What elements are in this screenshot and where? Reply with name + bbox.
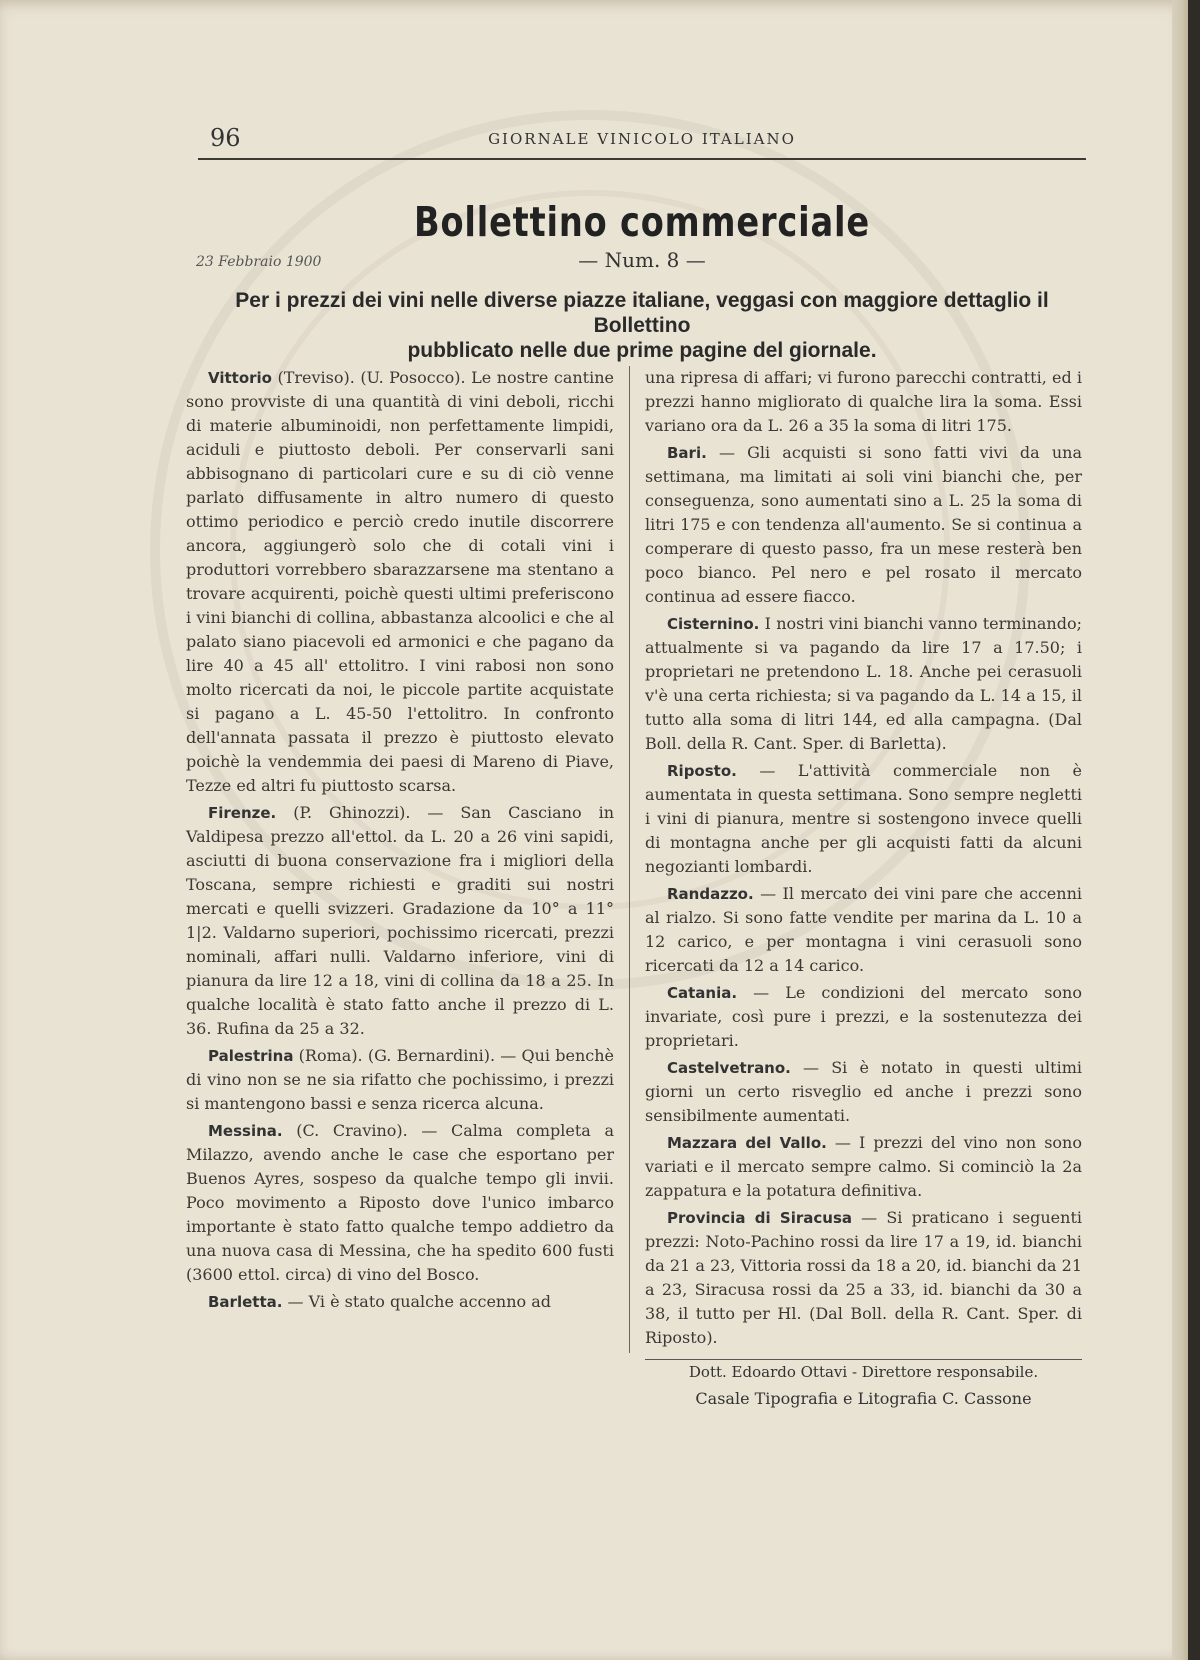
report-text: — Gli acquisti si sono fatti vivi da una settimana, ma limitati ai soli vini bianchi che, per conseguenza, sono aumentati sino a L. 25 la soma di litri 175 e con tendenza all'aumento. Se si continua a comperare di questo passo, fra un mese resterà ben poco bianco. Pel nero e pel rosato il mercato continua ad essere fiacco. (645, 443, 1082, 606)
page-edge (1172, 0, 1188, 1660)
place-name: Firenze. (208, 804, 277, 822)
place-name: Vittorio (208, 369, 272, 387)
report-text: — L'attività commerciale non è aumentata in questa settimana. Sono sempre negletti i vini di pianura, mentre si sostengono invece quelli di montagna anche per gli acquisti fatti da alcuni negozianti lombardi. (645, 761, 1082, 876)
report-text: — Le condizioni del mercato sono invariate, così pure i prezzi, e la sostenutezza dei proprietari. (645, 983, 1082, 1050)
place-name: Randazzo. (667, 885, 754, 903)
market-report-paragraph (645, 441, 1082, 609)
market-report-paragraph (645, 1131, 1082, 1203)
market-report-paragraph (645, 882, 1082, 978)
market-report-paragraph (645, 759, 1082, 879)
place-name: Castelvetrano. (667, 1059, 791, 1077)
place-name: Cisternino. (667, 615, 760, 633)
intro-note (190, 288, 1094, 363)
market-report-paragraph (186, 366, 614, 798)
issue-number: — Num. 8 — (578, 248, 706, 272)
market-report-paragraph (645, 1056, 1082, 1128)
report-text: — Vi è stato qualche accenno ad (282, 1292, 552, 1311)
column-divider (629, 366, 630, 1353)
right-column (645, 366, 1082, 1353)
printer-line: Casale Tipografia e Litografia C. Cassone (695, 1389, 1032, 1408)
place-name: Messina. (208, 1122, 283, 1140)
intro-line-1: Per i prezzi dei vini nelle diverse piazze italiane, veggasi con maggiore dettaglio il Bollettino (235, 289, 1049, 337)
issue-date: 23 Febbraio 1900 (196, 254, 322, 270)
report-text: una ripresa di affari; vi furono parecchi contratti, ed i prezzi hanno migliorato di qualche lira la soma. Essi variano ora da L. 26 a 35 la soma di litri 175. (645, 368, 1082, 435)
place-name: Bari. (667, 444, 707, 462)
market-report-paragraph (645, 981, 1082, 1053)
report-text: I nostri vini bianchi vanno terminando; attualmente si va pagando da lire 17 a 17.50; i proprietari ne pretendono L. 18. Anche pei cerasuoli v'è una certa richiesta; si va pagando da L. 14 a 15, il tutto alla soma di litri 144, ed alla campagna. (Dal Boll. della R. Cant. Sper. di Barletta). (645, 614, 1082, 753)
market-report-paragraph (186, 801, 614, 1041)
place-name: Barletta. (208, 1293, 283, 1311)
place-name: Mazzara del Vallo. (667, 1134, 827, 1152)
market-report-paragraph (645, 366, 1082, 438)
left-column (186, 366, 614, 1317)
place-name: Palestrina (208, 1047, 294, 1065)
place-name: Provincia di Siracusa (667, 1209, 853, 1227)
place-name: Catania. (667, 984, 738, 1002)
market-report-paragraph (186, 1119, 614, 1287)
market-report-paragraph (645, 1206, 1082, 1350)
report-text: — Il mercato dei vini pare che accenni al rialzo. Si sono fatte vendite per marina da L. 10 a 12 carico, e per montagna i vini cerasuoli sono ricercati da 12 a 14 carico. (645, 884, 1082, 975)
director-line: Dott. Edoardo Ottavi - Direttore responsabile. (688, 1363, 1039, 1381)
place-name: Riposto. (667, 762, 737, 780)
scan-border (1188, 0, 1200, 1660)
report-text: (P. Ghinozzi). — San Casciano in Valdipesa prezzo all'ettol. da L. 20 a 26 vini sapidi, asciutti di buona conservazione fra i migliori della Toscana, sempre richiesti e graditi sui nostri mercati e quelli svizzeri. Gradazione da 10° a 11° 1|2. Valdarno superiori, pochissimo ricercati, prezzi nominali, affari nulli. Valdarno inferiore, vini di pianura da lire 12 a 18, vini di collina da 18 a 25. In qualche località è stato fatto anche il prezzo di L. 36. Rufina da 25 a 32. (186, 803, 614, 1038)
footer-rule (645, 1359, 1082, 1360)
report-text: (Roma). (G. Bernardini). — Qui benchè di vino non se ne sia rifatto che pochissimo, i prezzi si mantengono bassi e senza ricerca alcuna. (186, 1046, 614, 1113)
report-text: — I prezzi del vino non sono variati e il mercato sempre calmo. Si cominciò la 2a zappatura e la potatura definitiva. (645, 1133, 1082, 1200)
report-text: — Si è notato in questi ultimi giorni un certo risveglio ed anche i prezzi sono sensibilmente aumentati. (645, 1058, 1082, 1125)
market-report-paragraph (186, 1290, 614, 1314)
page-number: 96 (210, 124, 241, 152)
report-text: — Si praticano i seguenti prezzi: Noto-Pachino rossi da lire 17 a 19, id. bianchi da 21 a 23, Vittoria rossi da 18 a 20, id. bianchi da 21 a 23, Siracusa rossi da 25 a 33, id. bianchi da 30 a 38, il tutto per Hl. (Dal Boll. della R. Cant. Sper. di Riposto). (645, 1208, 1082, 1347)
intro-line-2: pubblicato nelle due prime pagine del giornale. (407, 339, 877, 362)
page-header (198, 118, 1086, 160)
market-report-paragraph (186, 1044, 614, 1116)
market-report-paragraph (645, 612, 1082, 756)
page-title: Bollettino commerciale (414, 198, 870, 246)
journal-name: GIORNALE VINICOLO ITALIANO (488, 130, 796, 148)
report-text: (C. Cravino). — Calma completa a Milazzo, avendo anche le case che esportano per Buenos Ayres, sospeso da qualche tempo gli invii. Poco movimento a Riposto dove l'unico imbarco importante è stato fatto qualche tempo addietro da una nuova casa di Messina, che ha spedito 600 fusti (3600 ettol. circa) di vino del Bosco. (186, 1121, 614, 1284)
report-text: (Treviso). (U. Posocco). Le nostre cantine sono provviste di una quantità di vini deboli, ricchi di materie albuminoidi, non perfettamente limpidi, aciduli e piuttosto deboli. Per conservarli sani abbisognano di particolari cure e su di ciò venne parlato diffusamente in altro numero di questo ottimo periodico e perciò credo inutile discorrere ancora, aggiungerò solo che di cotali vini i produttori vorrebbero sbarazzarsene ma stentano a trovare acquirenti, poichè questi ultimi preferiscono i vini bianchi di collina, abbastanza alcoolici e che al palato siano piacevoli ed armonici e che pagano da lire 40 a 45 all' ettolitro. I vini rabosi non sono molto ricercati da noi, le piccole partite acquistate si pagano a L. 45-50 l'ettolitro. In confronto dell'annata passata il prezzo è piuttosto elevato poichè la vendemmia dei paesi di Mareno di Piave, Tezze ed altri fu piuttosto scarsa. (186, 368, 614, 795)
